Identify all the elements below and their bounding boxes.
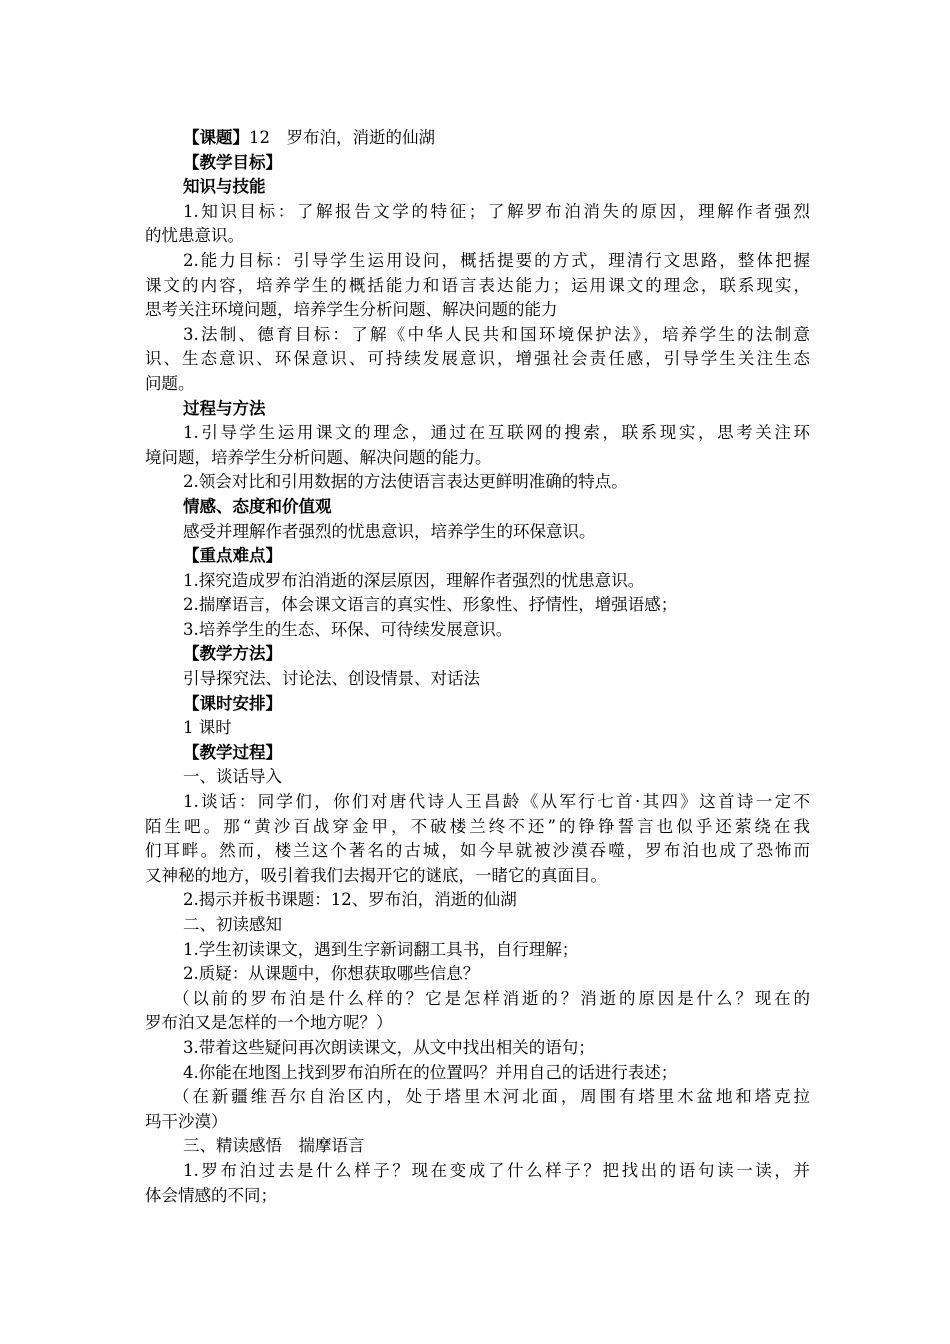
keypoint-item: 2.揣摩语言，体会课文语言的真实性、形象性、抒情性，增强语感； xyxy=(183,595,678,615)
procedure-heading: 【教学过程】 xyxy=(183,742,282,762)
goals-heading: 【教学目标】 xyxy=(183,152,282,172)
procedure-line: 2.揭示并板书课题：12、罗布泊，消逝的仙湖 xyxy=(183,890,517,910)
process-line: 境问题，培养学生分析问题、解决问题的能力。 xyxy=(145,447,492,467)
section-title: 一、谈话导入 xyxy=(183,767,282,787)
keypoint-item: 3.培养学生的生态、环保、可待续发展意识。 xyxy=(183,619,513,639)
procedure-line: 又神秘的地方，吸引着我们去揭开它的谜底，一睹它的真面目。 xyxy=(145,865,607,885)
process-line: 2.领会对比和引用数据的方法使语言表达更鲜明准确的特点。 xyxy=(183,472,628,492)
procedure-line: （以前的罗布泊是什么样的？它是怎样消逝的？消逝的原因是什么？现在的 xyxy=(173,988,810,1008)
goal-knowledge-line: 的忧患意识。 xyxy=(145,226,244,246)
lesson-plan-body xyxy=(145,126,810,1208)
section-title: 二、初读感知 xyxy=(183,915,282,934)
lesson-title xyxy=(145,126,810,151)
procedure-line: 1.学生初读课文，遇到生字新词翻工具书，自行理解； xyxy=(183,939,579,959)
schedule-heading: 【课时安排】 xyxy=(183,693,282,713)
goal-moral-line: 3.法制、德育目标：了解《中华人民共和国环境保护法》，培养学生的法制意 xyxy=(183,324,810,344)
procedure-line: 2.质疑：从课题中，你想获取哪些信息？ xyxy=(183,964,480,984)
schedule-text: 1 课时 xyxy=(183,718,232,738)
process-line: 1.引导学生运用课文的理念，通过在互联网的搜索，联系现实，思考关注环 xyxy=(183,423,810,443)
goal-moral-line: 识、生态意识、环保意识、可持续发展意识，增强社会责任感，引导学生关注生态 xyxy=(145,349,810,369)
methods-text: 引导探究法、讨论法、创设情景、对话法 xyxy=(183,669,480,689)
keypoint-item: 1.探究造成罗布泊消逝的深层原因，理解作者强烈的忧患意识。 xyxy=(183,570,645,590)
emotion-heading: 情感、态度和价值观 xyxy=(183,496,332,516)
goal-ability-line: 思考关注环境问题，培养学生分析问题、解决问题的能力 xyxy=(145,300,558,320)
lesson-title-label: 【课题】 xyxy=(183,128,249,147)
keypoints-heading: 【重点难点】 xyxy=(183,546,282,566)
goal-moral-line: 问题。 xyxy=(145,373,195,393)
goal-ability-line: 2.能力目标：引导学生运用设问，概括提要的方式，理清行文思路，整体把握 xyxy=(183,250,810,270)
procedure-line: 陌生吧。那“黄沙百战穿金甲，不破楼兰终不还”的铮铮誓言也似乎还萦绕在我 xyxy=(145,816,810,836)
methods-heading: 【教学方法】 xyxy=(183,644,282,664)
procedure-line: 1.谈话：同学们，你们对唐代诗人王昌龄《从军行七首·其四》这首诗一定不 xyxy=(183,792,810,812)
procedure-line: 1.罗布泊过去是什么样子？现在变成了什么样子？把找出的语句读一读，并 xyxy=(183,1160,810,1180)
procedure-line: 3.带着这些疑问再次朗读课文，从文中找出相关的语句； xyxy=(183,1037,595,1057)
section-title: 三、精读感悟 揣摩语言 xyxy=(183,1136,365,1156)
goal-ability-line: 课文的内容，培养学生的概括能力和语言表达能力；运用课文的理念，联系现实， xyxy=(145,275,810,295)
procedure-line: 体会情感的不同； xyxy=(145,1185,277,1205)
procedure-line: 玛干沙漠） xyxy=(145,1111,228,1131)
procedure-line: 罗布泊又是怎样的一个地方呢？） xyxy=(145,1013,393,1033)
procedure-line: （在新疆维吾尔自治区内，处于塔里木河北面，周围有塔里木盆地和塔克拉 xyxy=(173,1087,810,1107)
procedure-line: 4.你能在地图上找到罗布泊所在的位置吗？并用自己的话进行表述； xyxy=(183,1062,678,1082)
lesson-title-text: 12 罗布泊，消逝的仙湖 xyxy=(249,128,435,147)
emotion-line: 感受并理解作者强烈的忧患意识，培养学生的环保意识。 xyxy=(183,521,596,541)
goal-knowledge-line: 1.知识目标：了解报告文学的特征；了解罗布泊消失的原因，理解作者强烈 xyxy=(183,201,810,221)
procedure-line: 们耳畔。然而，楼兰这个著名的古城，如今早就被沙漠吞噬，罗布泊也成了恐怖而 xyxy=(145,841,810,861)
process-heading: 过程与方法 xyxy=(183,398,266,418)
knowledge-heading: 知识与技能 xyxy=(183,177,266,197)
